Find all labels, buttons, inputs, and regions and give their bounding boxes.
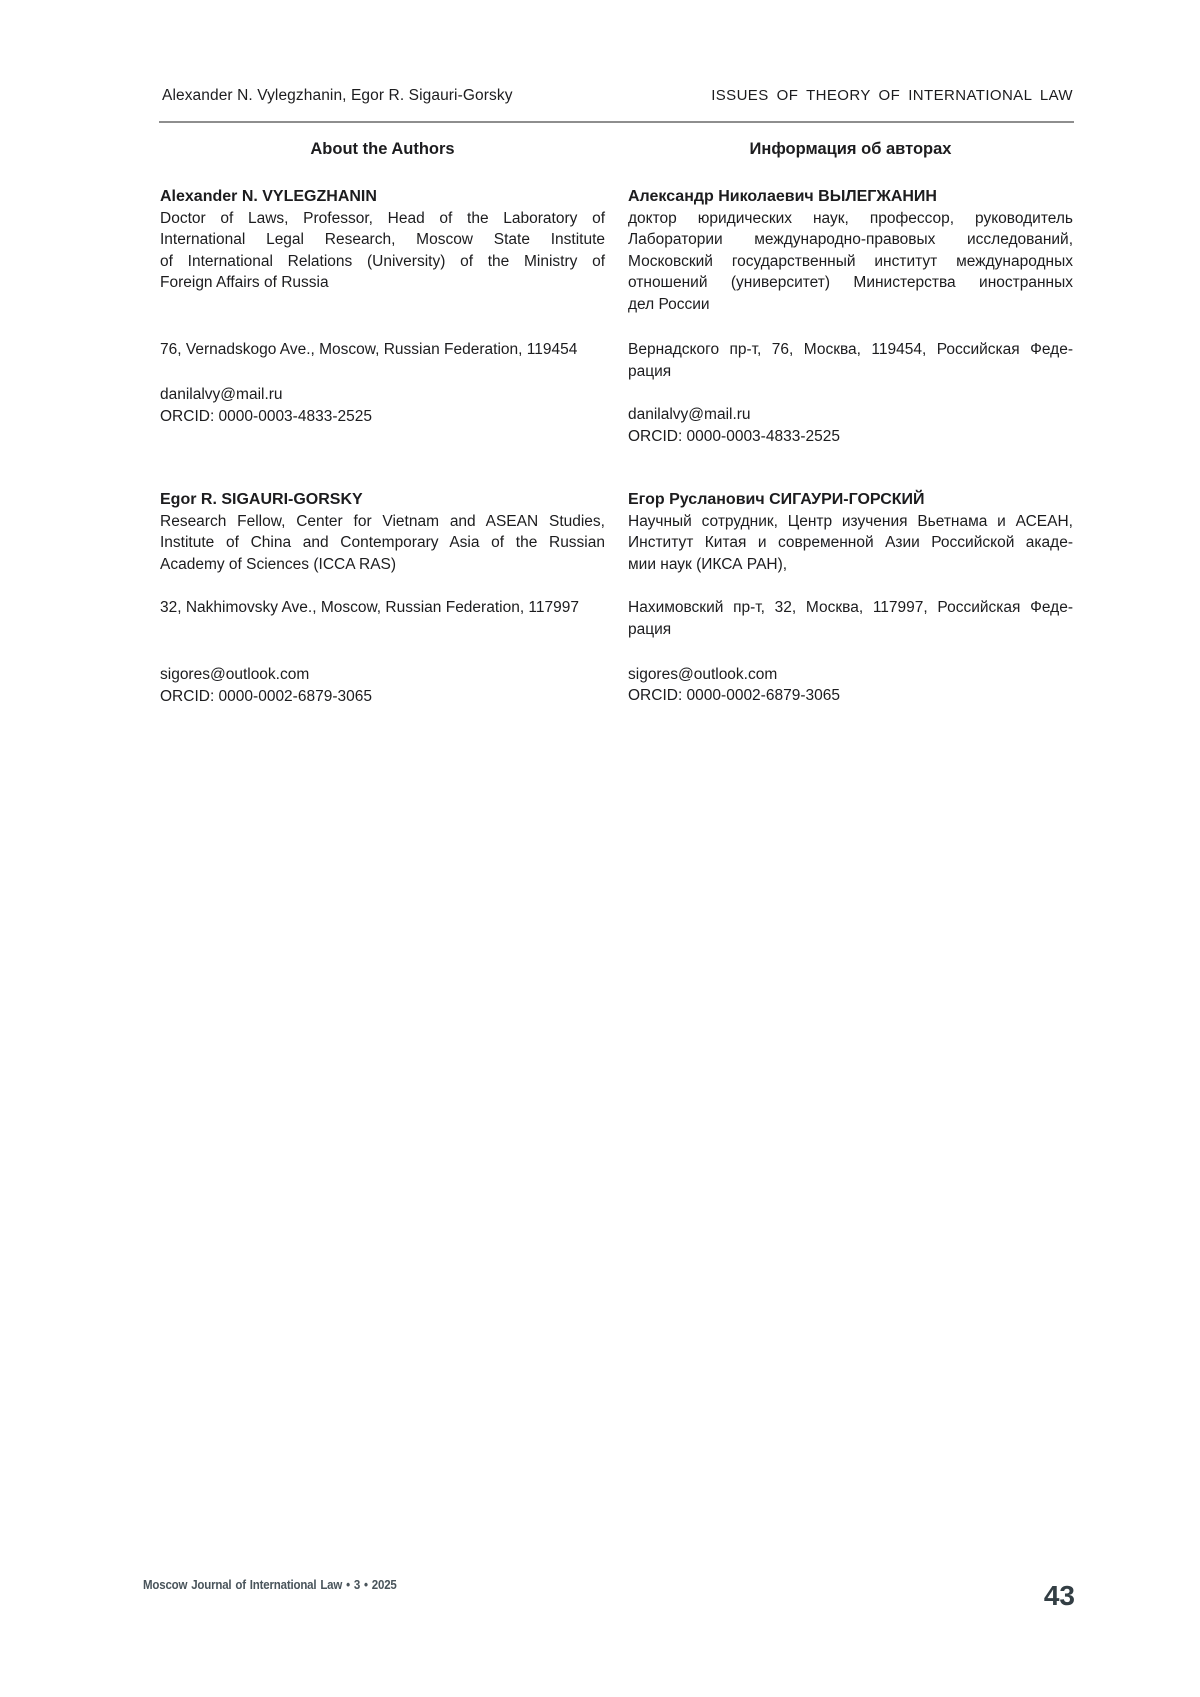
author2-name-ru: Егор Русланович СИГАУРИ-ГОРСКИЙ: [628, 491, 925, 508]
author1-affiliation-line-en: of International Relations (University) of the Ministry of: [160, 252, 605, 270]
page-number: 43: [1043, 1580, 1075, 1611]
author2-address-ru: Нахимовский пр-т, 32, Москва, 117997, Российская Феде-: [628, 599, 1073, 616]
author2-affiliation-line-ru: Институт Китая и современной Азии Российской акаде-: [628, 534, 1073, 551]
author2-affiliation-line-en: Institute of China and Contemporary Asia of the Russian: [160, 534, 605, 551]
column-russian: [628, 138, 1073, 707]
author1-name-en: Alexander N. VYLEGZHANIN: [160, 188, 377, 205]
running-head: [162, 87, 1073, 105]
author2-affiliation-line-ru: мии наук (ИКСА РАН),: [628, 555, 788, 573]
author1-name-ru: Александр Николаевич ВЫЛЕГЖАНИН: [628, 188, 937, 205]
author1-affiliation-line-ru: дел России: [628, 295, 710, 313]
author2-affiliation-line-en: Research Fellow, Center for Vietnam and ASEAN Studies,: [160, 512, 605, 530]
author1-address-ru: Вернадского пр-т, 76, Москва, 119454, Российская Феде-: [628, 341, 1073, 358]
column-english: [160, 138, 605, 707]
author1-orcid-ru: ORCID: 0000-0003-4833-2525: [628, 427, 840, 445]
author1-affiliation-line-ru: доктор юридических наук, профессор, руководитель: [628, 209, 1073, 227]
author1-affiliation-line-en: International Legal Research, Moscow State Institute: [160, 231, 605, 248]
author1-orcid-en: ORCID: 0000-0003-4833-2525: [160, 407, 372, 425]
journal-footer: Moscow Journal of International Law • 3 • 2025: [143, 1578, 397, 1592]
author2-affiliation-line-en: Academy of Sciences (ICCA RAS): [160, 555, 397, 573]
author1-email-ru: danilalvy@mail.ru: [628, 406, 751, 423]
author2-orcid-ru: ORCID: 0000-0002-6879-3065: [628, 687, 840, 704]
author1-affiliation-line-en: Doctor of Laws, Professor, Head of the Laboratory of: [160, 209, 605, 227]
author1-affiliation-line-ru: отношений (университет) Министерства иностранных: [628, 274, 1073, 291]
author2-name-en: Egor R. SIGAURI-GORSKY: [160, 491, 363, 508]
header-rule: [159, 121, 1074, 123]
author2-affiliation-line-ru: Научный сотрудник, Центр изучения Вьетнама и АСЕАН,: [628, 512, 1073, 530]
author1-email-en: danilalvy@mail.ru: [160, 386, 283, 403]
author2-email-ru: sigores@outlook.com: [628, 665, 778, 683]
author1-affiliation-line-ru: Лаборатории международно-правовых исследований,: [628, 231, 1073, 248]
author2-address-ru: рация: [628, 620, 672, 638]
section-heading-ru: Информация об авторах: [749, 140, 952, 158]
running-head-authors: Alexander N. Vylegzhanin, Egor R. Sigauri-Gorsky: [162, 87, 513, 104]
author1-address-en: 76, Vernadskogo Ave., Moscow, Russian Federation, 119454: [160, 341, 578, 358]
author2-email-en: sigores@outlook.com: [160, 666, 310, 683]
running-head-section: ISSUES OF THEORY OF INTERNATIONAL LAW: [711, 87, 1073, 104]
author1-affiliation-line-en: Foreign Affairs of Russia: [160, 274, 329, 291]
author1-affiliation-line-ru: Московский государственный институт международных: [628, 252, 1073, 270]
author2-orcid-en: ORCID: 0000-0002-6879-3065: [160, 687, 372, 705]
about-authors-content: [160, 138, 1073, 707]
section-heading-en: About the Authors: [310, 140, 455, 158]
author2-address-en: 32, Nakhimovsky Ave., Moscow, Russian Federation, 117997: [160, 599, 580, 616]
author1-address-ru: рация: [628, 362, 672, 380]
